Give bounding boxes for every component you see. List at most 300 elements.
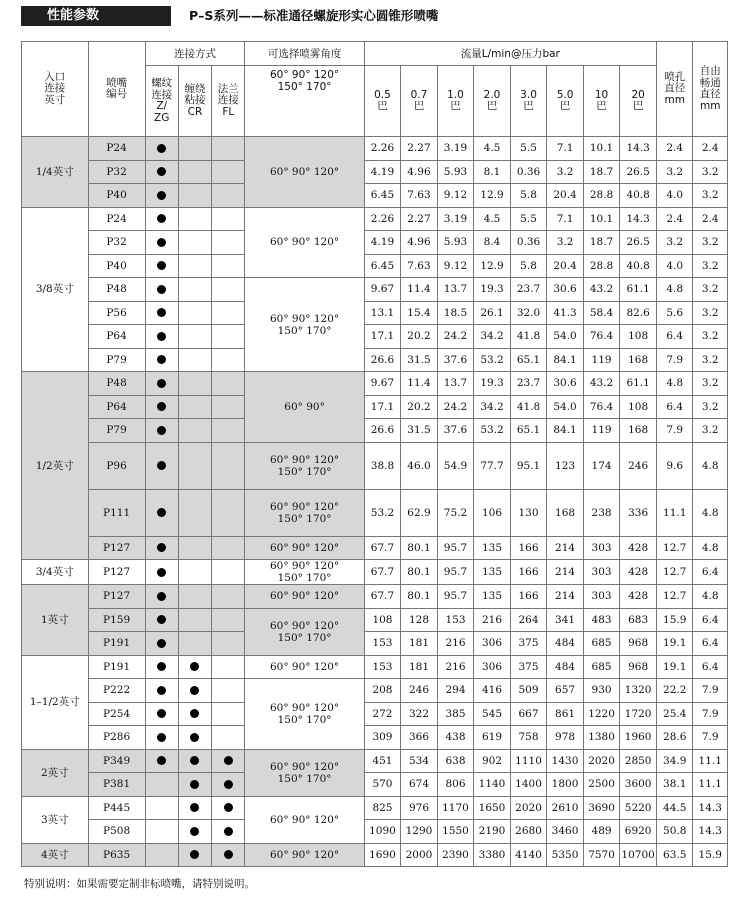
orifice-diameter: 4.0 [656, 254, 693, 278]
connection-flange [212, 372, 245, 396]
flow-value: 930 [583, 679, 620, 703]
flow-value: 303 [583, 536, 620, 560]
flow-value: 14.3 [620, 137, 657, 161]
nozzle-model: P349 [88, 749, 145, 773]
flow-value: 19.3 [474, 278, 511, 302]
flow-value: 46.0 [401, 442, 438, 489]
inlet-size: 1–1/2英寸 [22, 655, 89, 749]
passage-diameter: 6.4 [693, 560, 728, 585]
flow-value: 509 [510, 679, 547, 703]
filled-dot-icon [157, 285, 166, 294]
filled-dot-icon [190, 827, 199, 836]
table-row [22, 536, 728, 560]
flow-value: 13.1 [364, 301, 401, 325]
passage-diameter: 3.2 [693, 348, 728, 372]
connection-thread [145, 702, 178, 726]
flow-value: 17.1 [364, 395, 401, 419]
flow-value: 2020 [583, 749, 620, 773]
flow-value: 31.5 [401, 348, 438, 372]
connection-wrap [178, 254, 211, 278]
passage-diameter: 3.2 [693, 231, 728, 255]
table-row [22, 726, 728, 750]
connection-thread [145, 348, 178, 372]
passage-diameter: 14.3 [693, 796, 728, 820]
flow-value: 5.8 [510, 184, 547, 208]
flow-value: 322 [401, 702, 438, 726]
connection-flange [212, 325, 245, 349]
inlet-size: 2英寸 [22, 749, 89, 796]
flow-value: 1090 [364, 820, 401, 844]
connection-flange [212, 632, 245, 656]
flow-value: 26.6 [364, 348, 401, 372]
flow-value: 545 [474, 702, 511, 726]
table-row [22, 560, 728, 585]
orifice-diameter: 19.1 [656, 655, 693, 679]
flow-value: 10.1 [583, 137, 620, 161]
flow-value: 18.7 [583, 231, 620, 255]
connection-wrap [178, 231, 211, 255]
flow-value: 19.3 [474, 372, 511, 396]
table-row [22, 254, 728, 278]
connection-thread [145, 796, 178, 820]
flow-value: 1170 [437, 796, 474, 820]
connection-wrap [178, 348, 211, 372]
spray-angle: 60° 90° 120° [245, 207, 364, 278]
connection-flange [212, 207, 245, 231]
flow-value: 43.2 [583, 278, 620, 302]
connection-wrap [178, 372, 211, 396]
nozzle-model: P222 [88, 679, 145, 703]
flow-value: 1650 [474, 796, 511, 820]
passage-diameter: 7.9 [693, 679, 728, 703]
inlet-size: 3/4英寸 [22, 560, 89, 585]
flow-value: 375 [510, 655, 547, 679]
filled-dot-icon [224, 827, 233, 836]
passage-diameter: 6.4 [693, 632, 728, 656]
table-row [22, 278, 728, 302]
flow-value: 484 [547, 655, 584, 679]
filled-dot-icon [157, 144, 166, 153]
table-row [22, 796, 728, 820]
orifice-diameter: 4.0 [656, 184, 693, 208]
flow-value: 484 [547, 632, 584, 656]
connection-flange [212, 348, 245, 372]
flow-value: 214 [547, 560, 584, 585]
flow-value: 1320 [620, 679, 657, 703]
flow-value: 30.6 [547, 372, 584, 396]
header-pressure: 10 巴 [583, 66, 620, 137]
connection-flange [212, 395, 245, 419]
table-row [22, 749, 728, 773]
flow-value: 82.6 [620, 301, 657, 325]
table-row [22, 679, 728, 703]
flow-value: 483 [583, 608, 620, 632]
filled-dot-icon [224, 850, 233, 859]
table-row [22, 372, 728, 396]
table-row [22, 585, 728, 609]
flow-value: 95.1 [510, 442, 547, 489]
filled-dot-icon [190, 733, 199, 742]
flow-value: 84.1 [547, 419, 584, 443]
flow-value: 80.1 [401, 536, 438, 560]
flow-value: 208 [364, 679, 401, 703]
flow-value: 4.19 [364, 160, 401, 184]
flow-value: 106 [474, 489, 511, 536]
spray-angle: 60° 90° 120° [245, 585, 364, 609]
flow-value: 1140 [474, 773, 511, 797]
orifice-diameter: 4.8 [656, 278, 693, 302]
flow-value: 54.0 [547, 395, 584, 419]
flow-value: 108 [620, 395, 657, 419]
flow-value: 2020 [510, 796, 547, 820]
connection-flange [212, 726, 245, 750]
flow-value: 166 [510, 585, 547, 609]
table-row [22, 419, 728, 443]
flow-value: 168 [620, 348, 657, 372]
flow-value: 37.6 [437, 419, 474, 443]
flow-value: 534 [401, 749, 438, 773]
table-row [22, 773, 728, 797]
flow-value: 80.1 [401, 585, 438, 609]
flow-value: 806 [437, 773, 474, 797]
flow-value: 214 [547, 536, 584, 560]
passage-diameter: 3.2 [693, 278, 728, 302]
filled-dot-icon [157, 756, 166, 765]
orifice-diameter: 19.1 [656, 632, 693, 656]
passage-diameter: 3.2 [693, 372, 728, 396]
nozzle-model: P32 [88, 160, 145, 184]
connection-thread [145, 585, 178, 609]
flow-value: 1220 [583, 702, 620, 726]
title-bar [21, 6, 736, 26]
flow-value: 1110 [510, 749, 547, 773]
flow-value: 12.9 [474, 184, 511, 208]
flow-value: 619 [474, 726, 511, 750]
flow-value: 23.7 [510, 372, 547, 396]
flow-value: 3.2 [547, 231, 584, 255]
connection-wrap [178, 419, 211, 443]
nozzle-model: P32 [88, 231, 145, 255]
flow-value: 54.0 [547, 325, 584, 349]
connection-wrap [178, 796, 211, 820]
header-pressure: 0.5 巴 [364, 66, 401, 137]
flow-value: 5.5 [510, 137, 547, 161]
flow-value: 2680 [510, 820, 547, 844]
connection-flange [212, 442, 245, 489]
spray-angle: 60° 90° 120° [245, 137, 364, 208]
flow-value: 264 [510, 608, 547, 632]
flow-value: 303 [583, 585, 620, 609]
filled-dot-icon [157, 568, 166, 577]
flow-value: 65.1 [510, 419, 547, 443]
passage-diameter: 3.2 [693, 395, 728, 419]
connection-thread [145, 655, 178, 679]
table-row [22, 632, 728, 656]
flow-value: 40.8 [620, 254, 657, 278]
flow-value: 246 [620, 442, 657, 489]
flow-value: 3690 [583, 796, 620, 820]
table-row [22, 184, 728, 208]
orifice-diameter: 9.6 [656, 442, 693, 489]
flow-value: 1720 [620, 702, 657, 726]
header-model: 喷嘴 编号 [88, 42, 145, 137]
connection-thread [145, 536, 178, 560]
header-thread: 螺纹 连接 Z/ ZG [145, 66, 178, 137]
flow-value: 667 [510, 702, 547, 726]
flow-value: 20.2 [401, 395, 438, 419]
flow-value: 978 [547, 726, 584, 750]
connection-thread [145, 608, 178, 632]
nozzle-model: P48 [88, 372, 145, 396]
table-row [22, 395, 728, 419]
header-flow: 流量L/min@压力bar [364, 42, 656, 66]
orifice-diameter: 4.8 [656, 372, 693, 396]
flow-value: 1690 [364, 843, 401, 867]
nozzle-model: P127 [88, 536, 145, 560]
flow-value: 416 [474, 679, 511, 703]
flow-value: 4.96 [401, 160, 438, 184]
filled-dot-icon [157, 733, 166, 742]
connection-flange [212, 608, 245, 632]
flow-value: 7.1 [547, 137, 584, 161]
connection-wrap [178, 560, 211, 585]
filled-dot-icon [157, 508, 166, 517]
flow-value: 6.45 [364, 254, 401, 278]
flow-value: 135 [474, 560, 511, 585]
table-heading: P–S系列——标准通径螺旋形实心圆锥形喷嘴 [189, 8, 439, 23]
orifice-diameter: 38.1 [656, 773, 693, 797]
header-pressure: 0.7 巴 [401, 66, 438, 137]
connection-thread [145, 184, 178, 208]
connection-flange [212, 419, 245, 443]
flow-value: 14.3 [620, 207, 657, 231]
passage-diameter: 4.8 [693, 442, 728, 489]
flow-value: 238 [583, 489, 620, 536]
flow-value: 12.9 [474, 254, 511, 278]
flow-value: 119 [583, 348, 620, 372]
flow-value: 375 [510, 632, 547, 656]
flow-value: 13.7 [437, 278, 474, 302]
orifice-diameter: 15.9 [656, 608, 693, 632]
filled-dot-icon [157, 592, 166, 601]
filled-dot-icon [190, 850, 199, 859]
filled-dot-icon [157, 355, 166, 364]
flow-value: 0.36 [510, 231, 547, 255]
orifice-diameter: 25.4 [656, 702, 693, 726]
flow-value: 26.5 [620, 160, 657, 184]
flow-value: 683 [620, 608, 657, 632]
connection-flange [212, 137, 245, 161]
connection-thread [145, 254, 178, 278]
orifice-diameter: 12.7 [656, 560, 693, 585]
flow-value: 168 [620, 419, 657, 443]
flow-value: 61.1 [620, 372, 657, 396]
flow-value: 294 [437, 679, 474, 703]
header-orifice: 喷孔 直径 mm [656, 42, 693, 137]
flow-value: 9.67 [364, 372, 401, 396]
flow-value: 5220 [620, 796, 657, 820]
connection-flange [212, 489, 245, 536]
connection-flange [212, 796, 245, 820]
passage-diameter: 6.4 [693, 608, 728, 632]
spray-angle: 60° 90° 120° [245, 796, 364, 843]
flow-value: 902 [474, 749, 511, 773]
orifice-diameter: 22.2 [656, 679, 693, 703]
connection-wrap [178, 726, 211, 750]
flow-value: 451 [364, 749, 401, 773]
filled-dot-icon [157, 214, 166, 223]
connection-thread [145, 820, 178, 844]
flow-value: 43.2 [583, 372, 620, 396]
flow-value: 968 [620, 655, 657, 679]
flow-value: 825 [364, 796, 401, 820]
connection-wrap [178, 207, 211, 231]
orifice-diameter: 5.6 [656, 301, 693, 325]
flow-value: 5.93 [437, 231, 474, 255]
flow-value: 976 [401, 796, 438, 820]
flow-value: 309 [364, 726, 401, 750]
flow-value: 18.5 [437, 301, 474, 325]
flow-value: 1430 [547, 749, 584, 773]
flow-value: 61.1 [620, 278, 657, 302]
orifice-diameter: 6.4 [656, 325, 693, 349]
spray-angle: 60° 90° 120° [245, 655, 364, 679]
connection-wrap [178, 749, 211, 773]
flow-value: 41.8 [510, 325, 547, 349]
flow-value: 75.2 [437, 489, 474, 536]
nozzle-model: P111 [88, 489, 145, 536]
header-pressure: 5.0 巴 [547, 66, 584, 137]
passage-diameter: 7.9 [693, 726, 728, 750]
inlet-size: 1/2英寸 [22, 372, 89, 560]
filled-dot-icon [157, 686, 166, 695]
orifice-diameter: 6.4 [656, 395, 693, 419]
flow-value: 24.2 [437, 325, 474, 349]
filled-dot-icon [157, 379, 166, 388]
table-row [22, 489, 728, 536]
flow-value: 216 [437, 655, 474, 679]
flow-value: 306 [474, 655, 511, 679]
orifice-diameter: 11.1 [656, 489, 693, 536]
nozzle-model: P127 [88, 585, 145, 609]
nozzle-model: P40 [88, 184, 145, 208]
flow-value: 8.4 [474, 231, 511, 255]
flow-value: 135 [474, 585, 511, 609]
passage-diameter: 4.8 [693, 585, 728, 609]
header-wrap: 缠绕 粘接 CR [178, 66, 211, 137]
inlet-size: 1/4英寸 [22, 137, 89, 208]
nozzle-model: P40 [88, 254, 145, 278]
passage-diameter: 11.1 [693, 773, 728, 797]
flow-value: 58.4 [583, 301, 620, 325]
connection-thread [145, 278, 178, 302]
inlet-size: 4英寸 [22, 843, 89, 867]
flow-value: 11.4 [401, 278, 438, 302]
filled-dot-icon [157, 639, 166, 648]
table-row [22, 442, 728, 489]
flow-value: 6.45 [364, 184, 401, 208]
flow-value: 2190 [474, 820, 511, 844]
connection-wrap [178, 655, 211, 679]
orifice-diameter: 63.5 [656, 843, 693, 867]
connection-thread [145, 489, 178, 536]
flow-value: 62.9 [401, 489, 438, 536]
filled-dot-icon [190, 756, 199, 765]
flow-value: 3600 [620, 773, 657, 797]
orifice-diameter: 7.9 [656, 348, 693, 372]
nozzle-model: P635 [88, 843, 145, 867]
flow-value: 1380 [583, 726, 620, 750]
flow-value: 685 [583, 632, 620, 656]
flow-value: 2.26 [364, 207, 401, 231]
connection-wrap [178, 137, 211, 161]
flow-value: 130 [510, 489, 547, 536]
connection-flange [212, 655, 245, 679]
filled-dot-icon [190, 709, 199, 718]
flow-value: 166 [510, 560, 547, 585]
filled-dot-icon [224, 803, 233, 812]
flow-value: 1400 [510, 773, 547, 797]
flow-value: 108 [364, 608, 401, 632]
flow-value: 4.5 [474, 207, 511, 231]
table-row [22, 160, 728, 184]
flow-value: 53.2 [474, 419, 511, 443]
spray-angle: 60° 90° 120° 150° 170° [245, 489, 364, 536]
passage-diameter: 15.9 [693, 843, 728, 867]
flow-value: 26.6 [364, 419, 401, 443]
flow-value: 1290 [401, 820, 438, 844]
header-pressure: 2.0 巴 [474, 66, 511, 137]
flow-value: 336 [620, 489, 657, 536]
connection-wrap [178, 160, 211, 184]
flow-value: 303 [583, 560, 620, 585]
connection-thread [145, 419, 178, 443]
connection-flange [212, 184, 245, 208]
passage-diameter: 4.8 [693, 489, 728, 536]
spray-angle: 60° 90° 120° [245, 536, 364, 560]
flow-value: 77.7 [474, 442, 511, 489]
flow-value: 80.1 [401, 560, 438, 585]
flow-value: 10.1 [583, 207, 620, 231]
flow-value: 24.2 [437, 395, 474, 419]
header-connection: 连接方式 [145, 42, 245, 66]
inlet-size: 3英寸 [22, 796, 89, 843]
nozzle-model: P64 [88, 395, 145, 419]
flow-value: 95.7 [437, 536, 474, 560]
flow-value: 4.5 [474, 137, 511, 161]
flow-value: 26.1 [474, 301, 511, 325]
flow-value: 1960 [620, 726, 657, 750]
flow-value: 31.5 [401, 419, 438, 443]
filled-dot-icon [157, 662, 166, 671]
flow-value: 128 [401, 608, 438, 632]
filled-dot-icon [224, 756, 233, 765]
flow-value: 489 [583, 820, 620, 844]
flow-value: 53.2 [364, 489, 401, 536]
passage-diameter: 2.4 [693, 137, 728, 161]
header-pressure: 3.0 巴 [510, 66, 547, 137]
flow-value: 7570 [583, 843, 620, 867]
connection-wrap [178, 608, 211, 632]
flow-value: 95.7 [437, 560, 474, 585]
connection-wrap [178, 442, 211, 489]
connection-wrap [178, 632, 211, 656]
flow-value: 2.27 [401, 137, 438, 161]
spray-angle: 60° 90° 120° 150° 170° [245, 749, 364, 796]
connection-flange [212, 749, 245, 773]
passage-diameter: 3.2 [693, 254, 728, 278]
flow-value: 168 [547, 489, 584, 536]
